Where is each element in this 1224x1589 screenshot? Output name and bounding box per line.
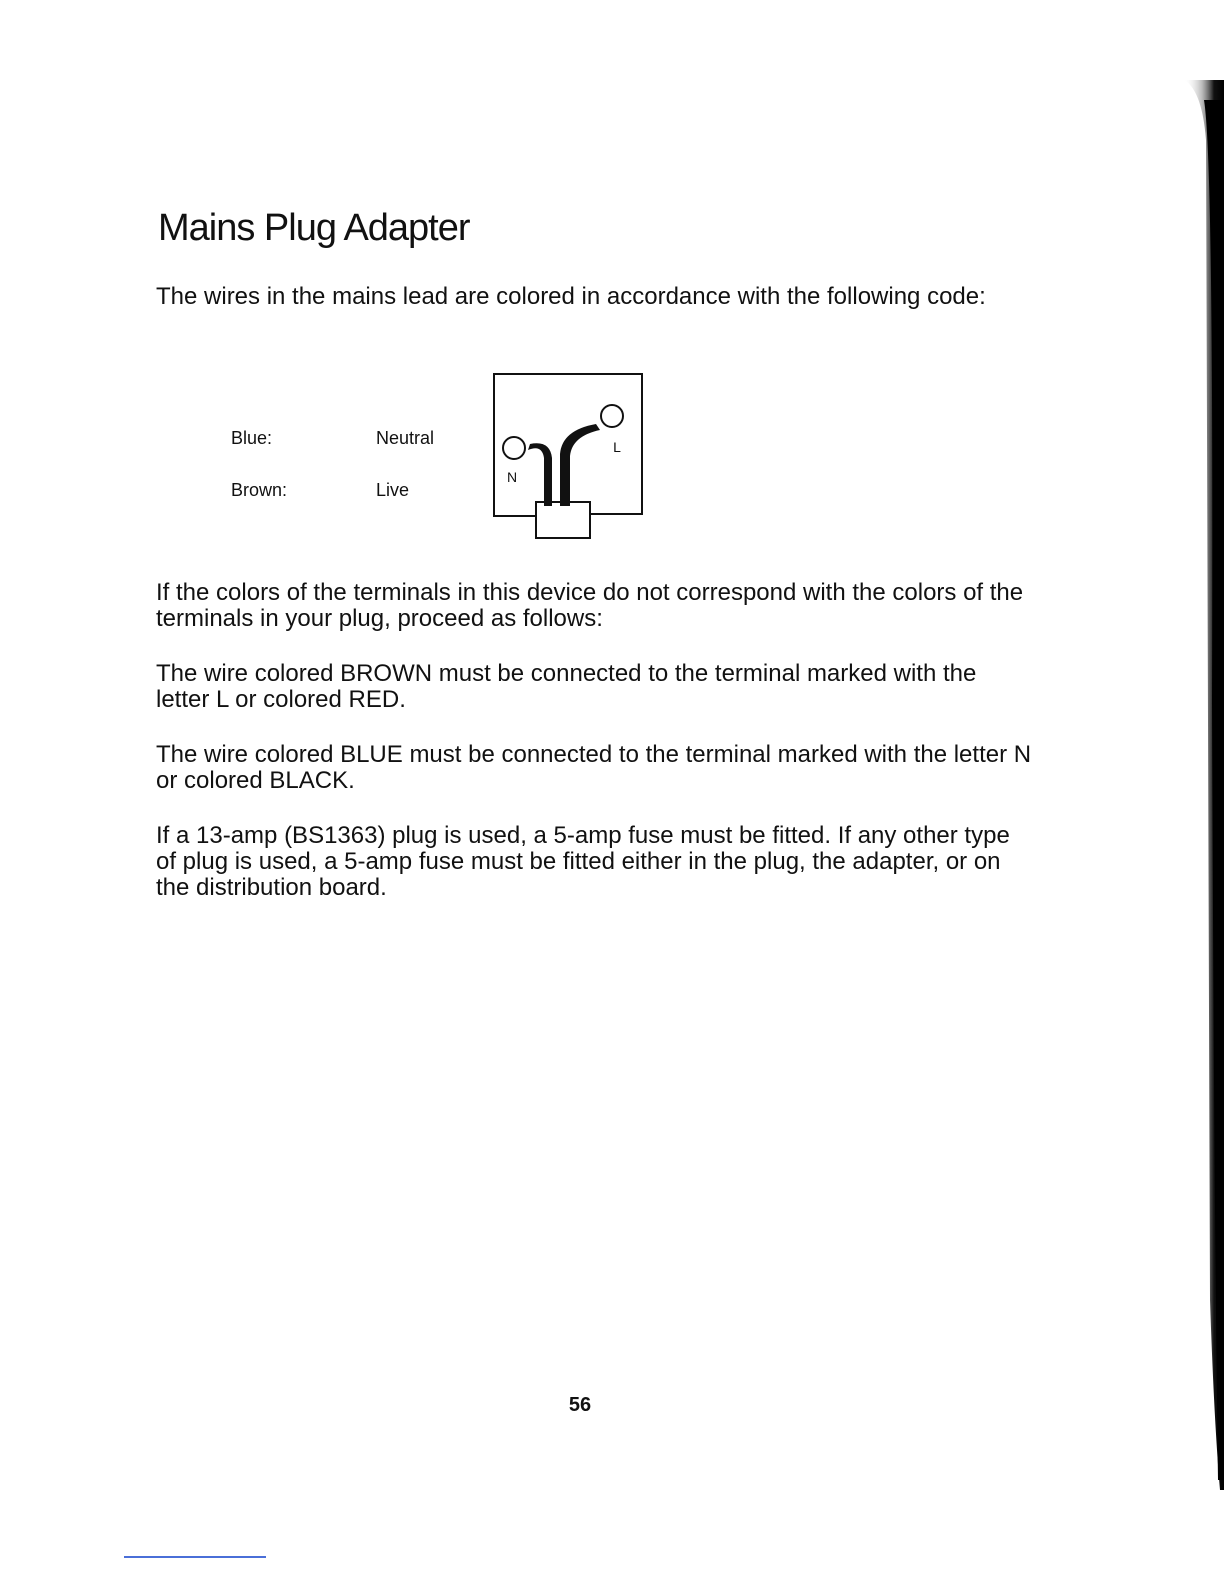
neutral-wire bbox=[528, 443, 552, 506]
plug-wiring-diagram bbox=[490, 370, 650, 542]
blue-wire-paragraph: The wire colored BLUE must be connected to the terminal marked with the letter N or colored BLACK. bbox=[156, 741, 1032, 794]
cable-entry bbox=[536, 502, 590, 538]
plug-wiring-svg bbox=[490, 370, 650, 542]
live-wire bbox=[560, 424, 600, 506]
page-number: 56 bbox=[568, 1394, 592, 1416]
wire-function-live: Live bbox=[376, 480, 410, 500]
footer-rule bbox=[124, 1556, 266, 1558]
wire-color-blue: Blue: bbox=[231, 428, 273, 448]
page-title: Mains Plug Adapter bbox=[158, 207, 470, 249]
neutral-terminal-label: N bbox=[506, 469, 518, 485]
scanned-binding-edge bbox=[1144, 0, 1224, 1584]
neutral-terminal-circle bbox=[503, 437, 525, 459]
intro-paragraph: The wires in the mains lead are colored in accordance with the following code: bbox=[156, 283, 986, 310]
fuse-paragraph: If a 13-amp (BS1363) plug is used, a 5-amp fuse must be fitted. If any other type of plug is used, a 5-amp fuse must be fitted either in the plug, the adapter, or on the distribution board. bbox=[156, 822, 1010, 901]
colors-mismatch-paragraph: If the colors of the terminals in this device do not correspond with the colors of the terminals in your plug, proceed as follows: bbox=[156, 579, 1024, 632]
live-terminal-circle bbox=[601, 405, 623, 427]
brown-wire-paragraph: The wire colored BROWN must be connected to the terminal marked with the letter L or colored RED. bbox=[156, 660, 977, 713]
wire-color-brown: Brown: bbox=[231, 480, 288, 500]
live-terminal-label: L bbox=[613, 439, 621, 455]
wire-function-neutral: Neutral bbox=[376, 428, 435, 448]
